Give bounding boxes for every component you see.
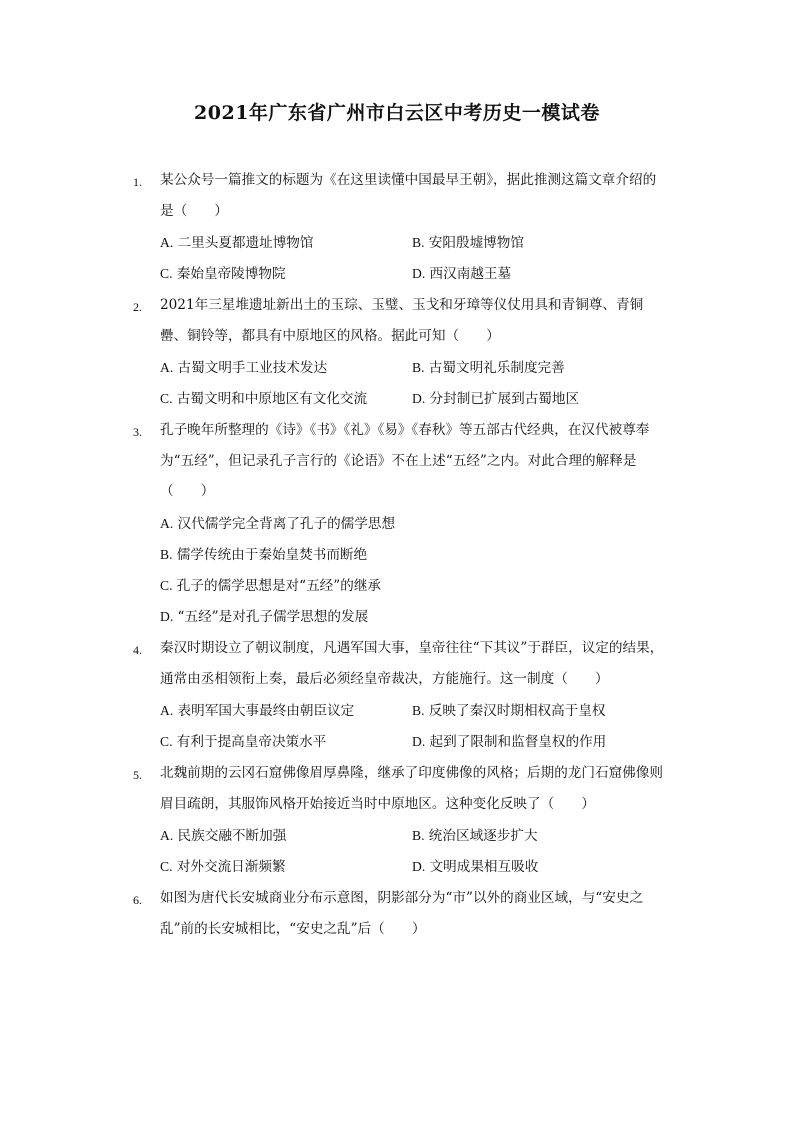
question-number: 1. <box>133 175 142 189</box>
question-number: 6. <box>133 893 142 907</box>
option-b[interactable]: B. 安阳殷墟博物馆 <box>412 235 524 251</box>
question-stem: 某公众号一篇推文的标题为《在这里读懂中国最早王朝》，据此推测这篇文章介绍的是（ ） <box>160 172 657 219</box>
page-title: 2021年广东省广州市白云区中考历史一模试卷 <box>194 102 600 124</box>
option-a[interactable]: A. 表明军国大事最终由朝臣议定 <box>160 703 355 719</box>
option-b[interactable]: B. 统治区域逐步扩大 <box>412 828 538 844</box>
question-stem: 北魏前期的云冈石窟佛像眉厚鼻隆，继承了印度佛像的风格；后期的龙门石窟佛像则眉目疏朗，其服饰风格开始接近当时中原地区。这种变化反映了（ ） <box>160 765 663 812</box>
option-a[interactable]: A. 民族交融不断加强 <box>160 828 287 844</box>
option-d[interactable]: D. 分封制已扩展到古蜀地区 <box>412 391 580 407</box>
option-c[interactable]: C. 秦始皇帝陵博物院 <box>160 266 286 282</box>
option-d[interactable]: D. 起到了限制和监督皇权的作用 <box>412 734 607 750</box>
question-stem: 2021年三星堆遗址新出土的玉琮、玉璧、玉戈和牙璋等仪仗用具和青铜尊、青铜罍、铜铃等，都具有中原地区的风格。据此可知（ ） <box>160 297 644 344</box>
option-c[interactable]: C. 古蜀文明和中原地区有文化交流 <box>160 391 368 407</box>
option-c[interactable]: C. 对外交流日渐频繁 <box>160 859 286 875</box>
option-b[interactable]: B. 反映了秦汉时期相权高于皇权 <box>412 703 606 719</box>
option-b[interactable]: B. 古蜀文明礼乐制度完善 <box>412 360 565 376</box>
option-b[interactable]: B. 儒学传统由于秦始皇焚书而断绝 <box>160 547 368 563</box>
option-d[interactable]: D. “五经”是对孔子儒学思想的发展 <box>160 609 369 625</box>
question-stem: 孔子晚年所整理的《诗》《书》《礼》《易》《春秋》等五部古代经典，在汉代被尊奉为“五经”，但记录孔子言行的《论语》不在上述“五经”之内。对此合理的解释是（ ） <box>160 422 650 499</box>
option-d[interactable]: D. 文明成果相互吸收 <box>412 859 539 875</box>
question-number: 3. <box>133 425 142 439</box>
option-d[interactable]: D. 西汉南越王墓 <box>412 266 512 282</box>
question-number: 5. <box>133 768 142 782</box>
option-a[interactable]: A. 二里头夏都遗址博物馆 <box>160 235 314 251</box>
option-c[interactable]: C. 有利于提高皇帝决策水平 <box>160 734 327 750</box>
option-c[interactable]: C. 孔子的儒学思想是对“五经”的继承 <box>160 578 382 594</box>
question-stem: 如图为唐代长安城商业分布示意图，阴影部分为“市”以外的商业区域，与“安史之乱”前的长安城相比，“安史之乱”后（ ） <box>160 890 644 937</box>
question-stem: 秦汉时期设立了朝议制度，凡遇军国大事，皇帝往往“下其议”于群臣，议定的结果，通常由丞相领衔上奏，最后必须经皇帝裁决，方能施行。这一制度（ ） <box>160 640 664 687</box>
question-number: 4. <box>133 643 142 657</box>
option-a[interactable]: A. 汉代儒学完全背离了孔子的儒学思想 <box>160 516 396 532</box>
question-number: 2. <box>133 300 142 314</box>
option-a[interactable]: A. 古蜀文明手工业技术发达 <box>160 360 328 376</box>
